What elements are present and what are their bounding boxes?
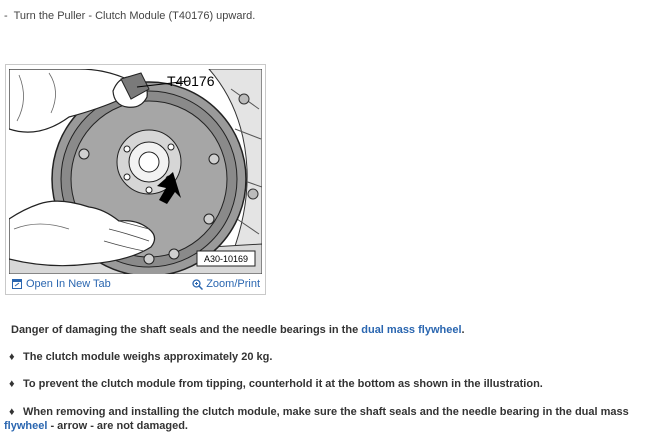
open-in-new-tab-label: Open In New Tab xyxy=(26,278,111,290)
zoom-print-label: Zoom/Print xyxy=(206,278,260,290)
figure-code: A30-10169 xyxy=(203,254,249,264)
step-instruction xyxy=(4,10,255,22)
step-text: Turn the Puller - Clutch Module (T40176) upward. xyxy=(13,10,256,22)
bullet-text: The clutch module weighs approximately 20 kg. xyxy=(23,351,273,363)
figure-toolbar xyxy=(6,274,265,294)
caution-suffix: . xyxy=(461,324,465,336)
bullet-diamond-icon: ♦ xyxy=(9,378,15,390)
tool-label: T40176 xyxy=(167,73,215,89)
step-dash: - xyxy=(4,10,8,22)
bullet-item-seals xyxy=(4,405,644,433)
flywheel-link[interactable]: flywheel xyxy=(4,420,48,432)
bullet-diamond-icon: ♦ xyxy=(9,351,15,363)
bullet-text: When removing and installing the clutch module, make sure the shaft seals and the needle bearing in the dual mass xyxy=(23,406,629,418)
caution-text: Danger of damaging the shaft seals and the needle bearings in the xyxy=(11,324,362,336)
bullet-text: To prevent the clutch module from tipping, counterhold it at the bottom as shown in the illustration. xyxy=(23,378,543,390)
magnifier-icon xyxy=(192,279,203,290)
open-in-new-tab-link[interactable] xyxy=(12,278,111,290)
figure-card xyxy=(5,64,266,295)
clutch-module-illustration[interactable] xyxy=(9,69,262,274)
bullet-diamond-icon: ♦ xyxy=(9,406,15,418)
zoom-print-link[interactable] xyxy=(192,278,260,290)
bullet-text-suffix: - arrow - are not damaged. xyxy=(47,420,188,432)
caution-note xyxy=(4,323,650,337)
bullet-item-weight xyxy=(4,350,644,364)
dual-mass-flywheel-link[interactable]: dual mass flywheel xyxy=(361,324,462,336)
external-window-icon xyxy=(12,279,22,289)
bullet-item-counterhold xyxy=(4,377,644,391)
